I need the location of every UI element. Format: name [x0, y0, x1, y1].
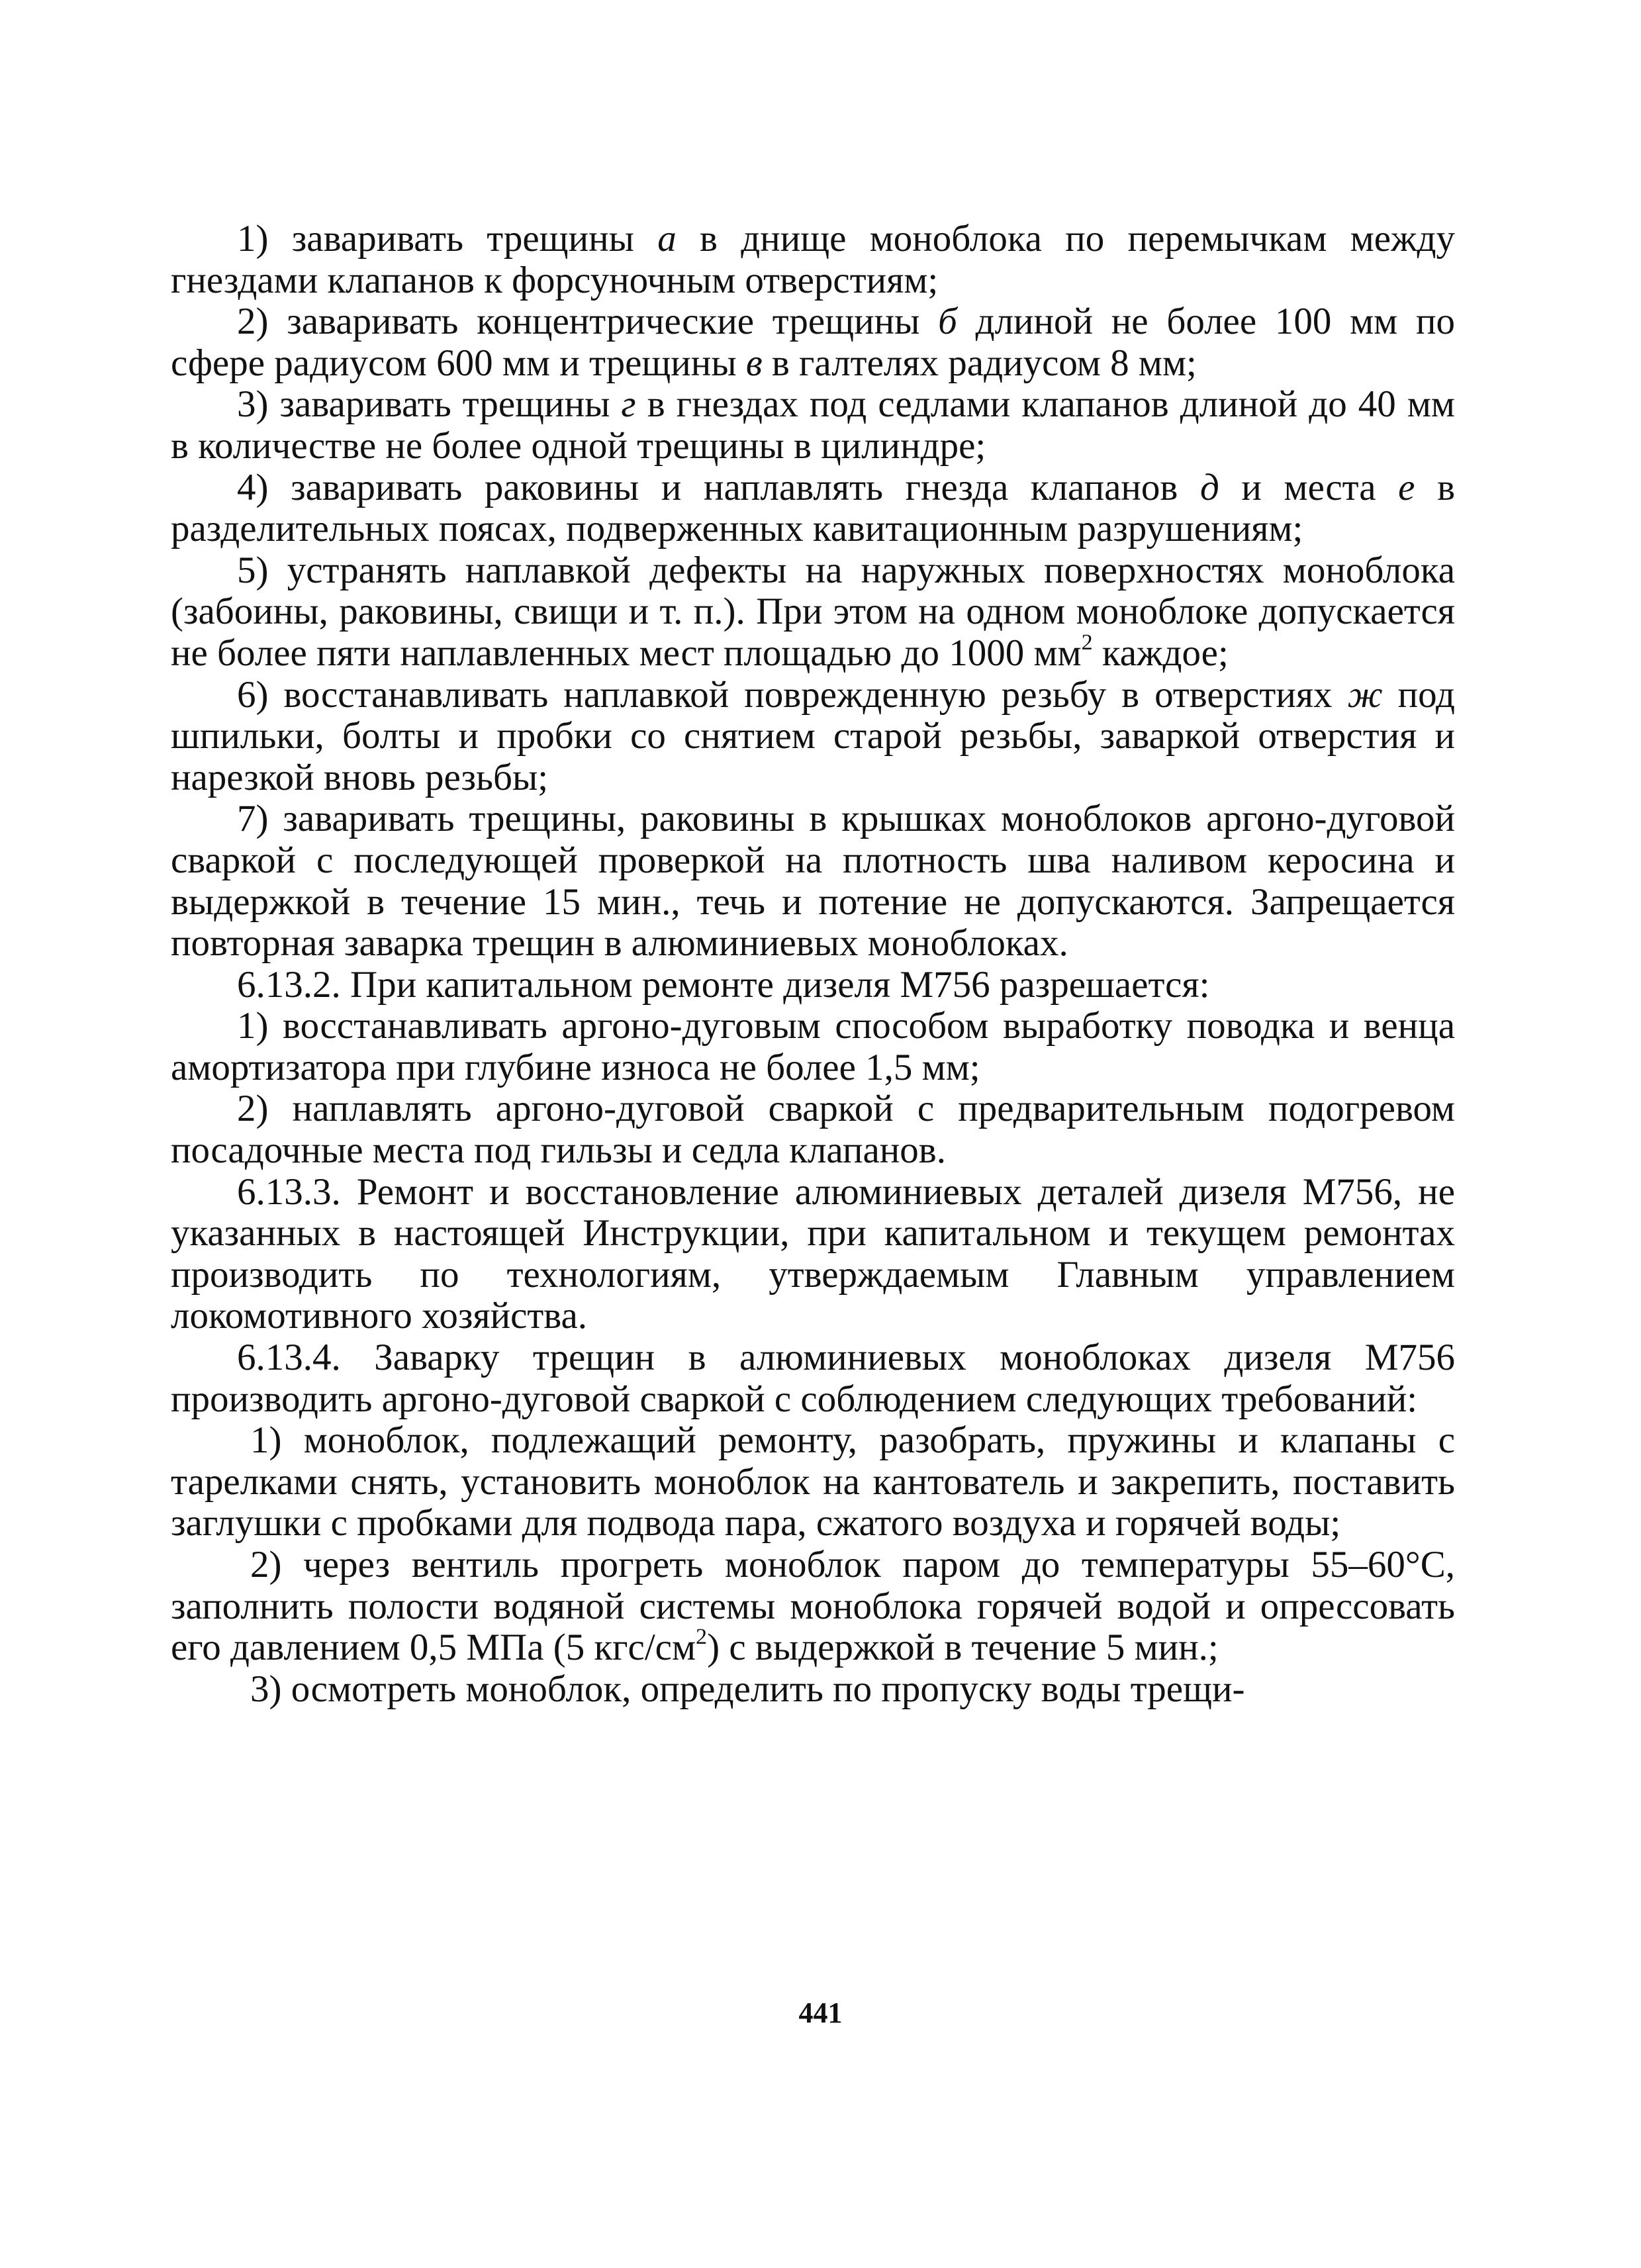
- paragraph: [171, 1006, 1455, 1088]
- text-run: ) с выдержкой в течение 5 мин.;: [707, 1627, 1219, 1669]
- text-run: 2) заваривать концентрические трещины: [237, 301, 939, 343]
- paragraph: [171, 384, 1455, 467]
- text-run: длиной не более 100 мм по сфере радиусом 600 мм и трещины: [171, 301, 1456, 384]
- paragraph: [171, 675, 1455, 799]
- text-run: в днище моноблока по перемычкам между гнездами клапанов к форсуночным отверстиям;: [171, 218, 1455, 301]
- text-run: 6.13.2. При капитальном ремонте дизеля М756 разрешается:: [237, 963, 1210, 1006]
- italic-letter: ж: [1347, 673, 1383, 716]
- paragraph: [171, 798, 1455, 964]
- paragraph: [171, 1420, 1455, 1544]
- paragraph: [171, 467, 1455, 550]
- italic-letter: а: [657, 218, 677, 260]
- text-run: в галтелях радиусом 8 мм;: [762, 342, 1197, 384]
- text-run: 5) устранять наплавкой дефекты на наружных поверхностях моноблока (забоины, раковины, свищи и т. п.). При этом на одном моноблоке допускается не более пяти наплавленных мест площадью до 1000 мм: [171, 549, 1455, 674]
- text-run: и места: [1219, 466, 1399, 508]
- italic-letter: е: [1398, 466, 1415, 508]
- text-run: 2) через вентиль прогреть моноблок паром до температуры 55–60°С, заполнить полости водяной системы моноблока горячей водой и опрессовать его давлением 0,5 МПа (5 кгс/см: [171, 1544, 1455, 1669]
- text-run: 2) наплавлять аргоно-дуговой сваркой с предварительным подогревом посадочные места под гильзы и седла клапанов.: [171, 1088, 1455, 1172]
- body-text: [171, 218, 1455, 1710]
- paragraph: [171, 1337, 1455, 1420]
- italic-letter: в: [745, 342, 763, 384]
- text-run: под шпильки, болты и пробки со снятием старой резьбы, заваркой отверстия и нарезкой вновь резьбы;: [171, 673, 1455, 798]
- paragraph: [171, 218, 1455, 301]
- paragraph: [171, 1088, 1455, 1171]
- paragraph: [171, 965, 1455, 1006]
- text-run: 6.13.3. Ремонт и восстановление алюминиевых деталей дизеля М756, не указанных в настоящей Инструкции, при капитальном и текущем ремонтах производить по технологиям, утверждаемым Главным управлением локомотивного хозяйства.: [171, 1170, 1455, 1337]
- paragraph: [171, 550, 1455, 675]
- text-run: в разделительных поясах, подверженных кавитационным разрушениям;: [171, 466, 1456, 550]
- paragraph: [171, 1172, 1455, 1337]
- paragraph: [171, 1669, 1455, 1711]
- text-run: 6.13.4. Заварку трещин в алюминиевых моноблоках дизеля М756 производить аргоно-дуговой сваркой с соблюдением следующих требований:: [171, 1337, 1455, 1420]
- superscript: 2: [696, 1625, 708, 1650]
- italic-letter: б: [938, 301, 957, 343]
- paragraph: [171, 1544, 1455, 1669]
- text-run: 3) заваривать трещины: [237, 383, 622, 426]
- text-run: 6) восстанавливать наплавкой поврежденную резьбу в отверстиях: [237, 673, 1348, 716]
- text-run: 1) заваривать трещины: [237, 218, 658, 260]
- text-run: 4) заваривать раковины и наплавлять гнезда клапанов: [237, 466, 1200, 508]
- text-run: 7) заваривать трещины, раковины в крышках моноблоков аргоно-дуговой сваркой с последующей проверкой на плотность шва наливом керосина и выдержкой в течение 15 мин., течь и потение не допускаются. Запрещается повторная заварка трещин в алюминиевых моноблоках.: [171, 798, 1455, 965]
- superscript: 2: [1081, 630, 1093, 655]
- text-run: каждое;: [1092, 632, 1229, 674]
- page-number: 441: [798, 1997, 843, 2029]
- paragraph: [171, 301, 1455, 384]
- italic-letter: г: [621, 383, 636, 426]
- text-run: 3) осмотреть моноблок, определить по пропуску воды трещи-: [250, 1668, 1245, 1710]
- text-run: в гнездах под седлами клапанов длиной до 40 мм в количестве не более одной трещины в цилиндре;: [171, 383, 1455, 467]
- text-run: 1) восстанавливать аргоно-дуговым способом выработку поводка и венца амортизатора при глубине износа не более 1,5 мм;: [171, 1005, 1455, 1088]
- italic-letter: д: [1199, 466, 1219, 508]
- text-run: 1) моноблок, подлежащий ремонту, разобрать, пружины и клапаны с тарелками снять, установить моноблок на кантователь и закрепить, поставить заглушки с пробками для подвода пара, сжатого воздуха и горячей воды;: [171, 1419, 1455, 1544]
